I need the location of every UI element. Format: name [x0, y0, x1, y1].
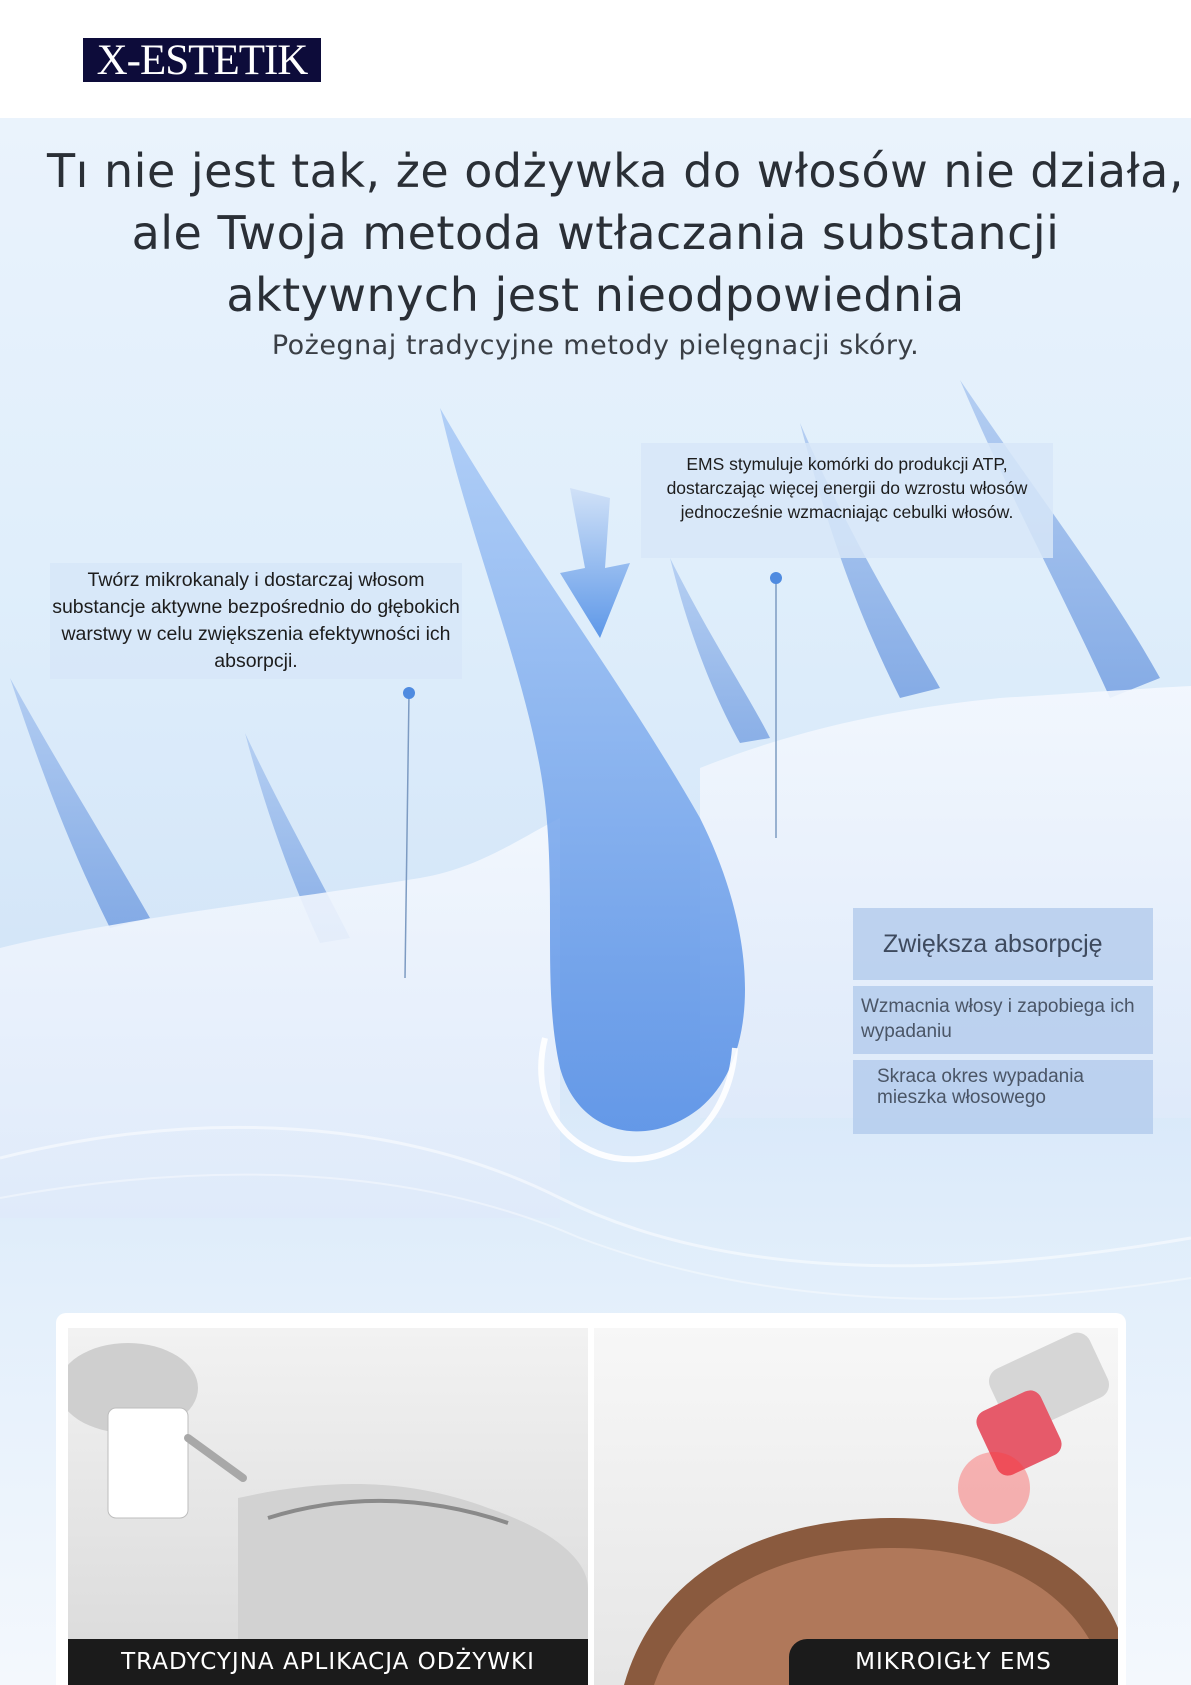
comparison-panel-ems: [594, 1328, 1118, 1685]
subheadline: Pożegnaj tradycyjne metody pielęgnacji skóry.: [271, 330, 920, 361]
hero-illustration: [0, 118, 1191, 1685]
comparison-panel-traditional: [68, 1328, 588, 1685]
benefit-item: Wzmacnia włosy i zapobiega ich wypadaniu: [853, 986, 1153, 1054]
benefit-item: Zwiększa absorpcję: [853, 908, 1153, 980]
benefits-list: [853, 908, 1153, 1140]
label-traditional: TRADYCYJNA APLIKACJA ODŻYWKI: [68, 1639, 588, 1685]
callout-microchannels: Twórz mikrokanaly i dostarczaj włosom substancje aktywne bezpośrednio do głębokich warstwy w celu zwiększenia efektywności ich absorpcji.: [50, 563, 462, 679]
headline-line-1: Tı nie jest tak, że odżywka do włosów nie działa,: [47, 144, 1184, 198]
comparison-section: [56, 1313, 1126, 1685]
label-ems: MIKROIGŁY EMS: [789, 1639, 1118, 1685]
brand-logo: X-ESTETIK: [83, 38, 321, 82]
headline-line-2: ale Twoja metoda wtłaczania substancji: [131, 206, 1060, 260]
benefit-item: Skraca okres wypadania mieszka włosowego: [853, 1060, 1153, 1134]
headline: [0, 140, 1191, 326]
callout-ems: EMS stymuluje komórki do produkcji ATP, dostarczając więcej energii do wzrostu włosów jednocześnie wzmacniając cebulki włosów.: [641, 443, 1053, 558]
headline-line-3: aktywnych jest nieodpowiednia: [226, 268, 965, 322]
scalp-spray-photo: [68, 1328, 588, 1685]
ems-device-photo: [594, 1328, 1118, 1685]
